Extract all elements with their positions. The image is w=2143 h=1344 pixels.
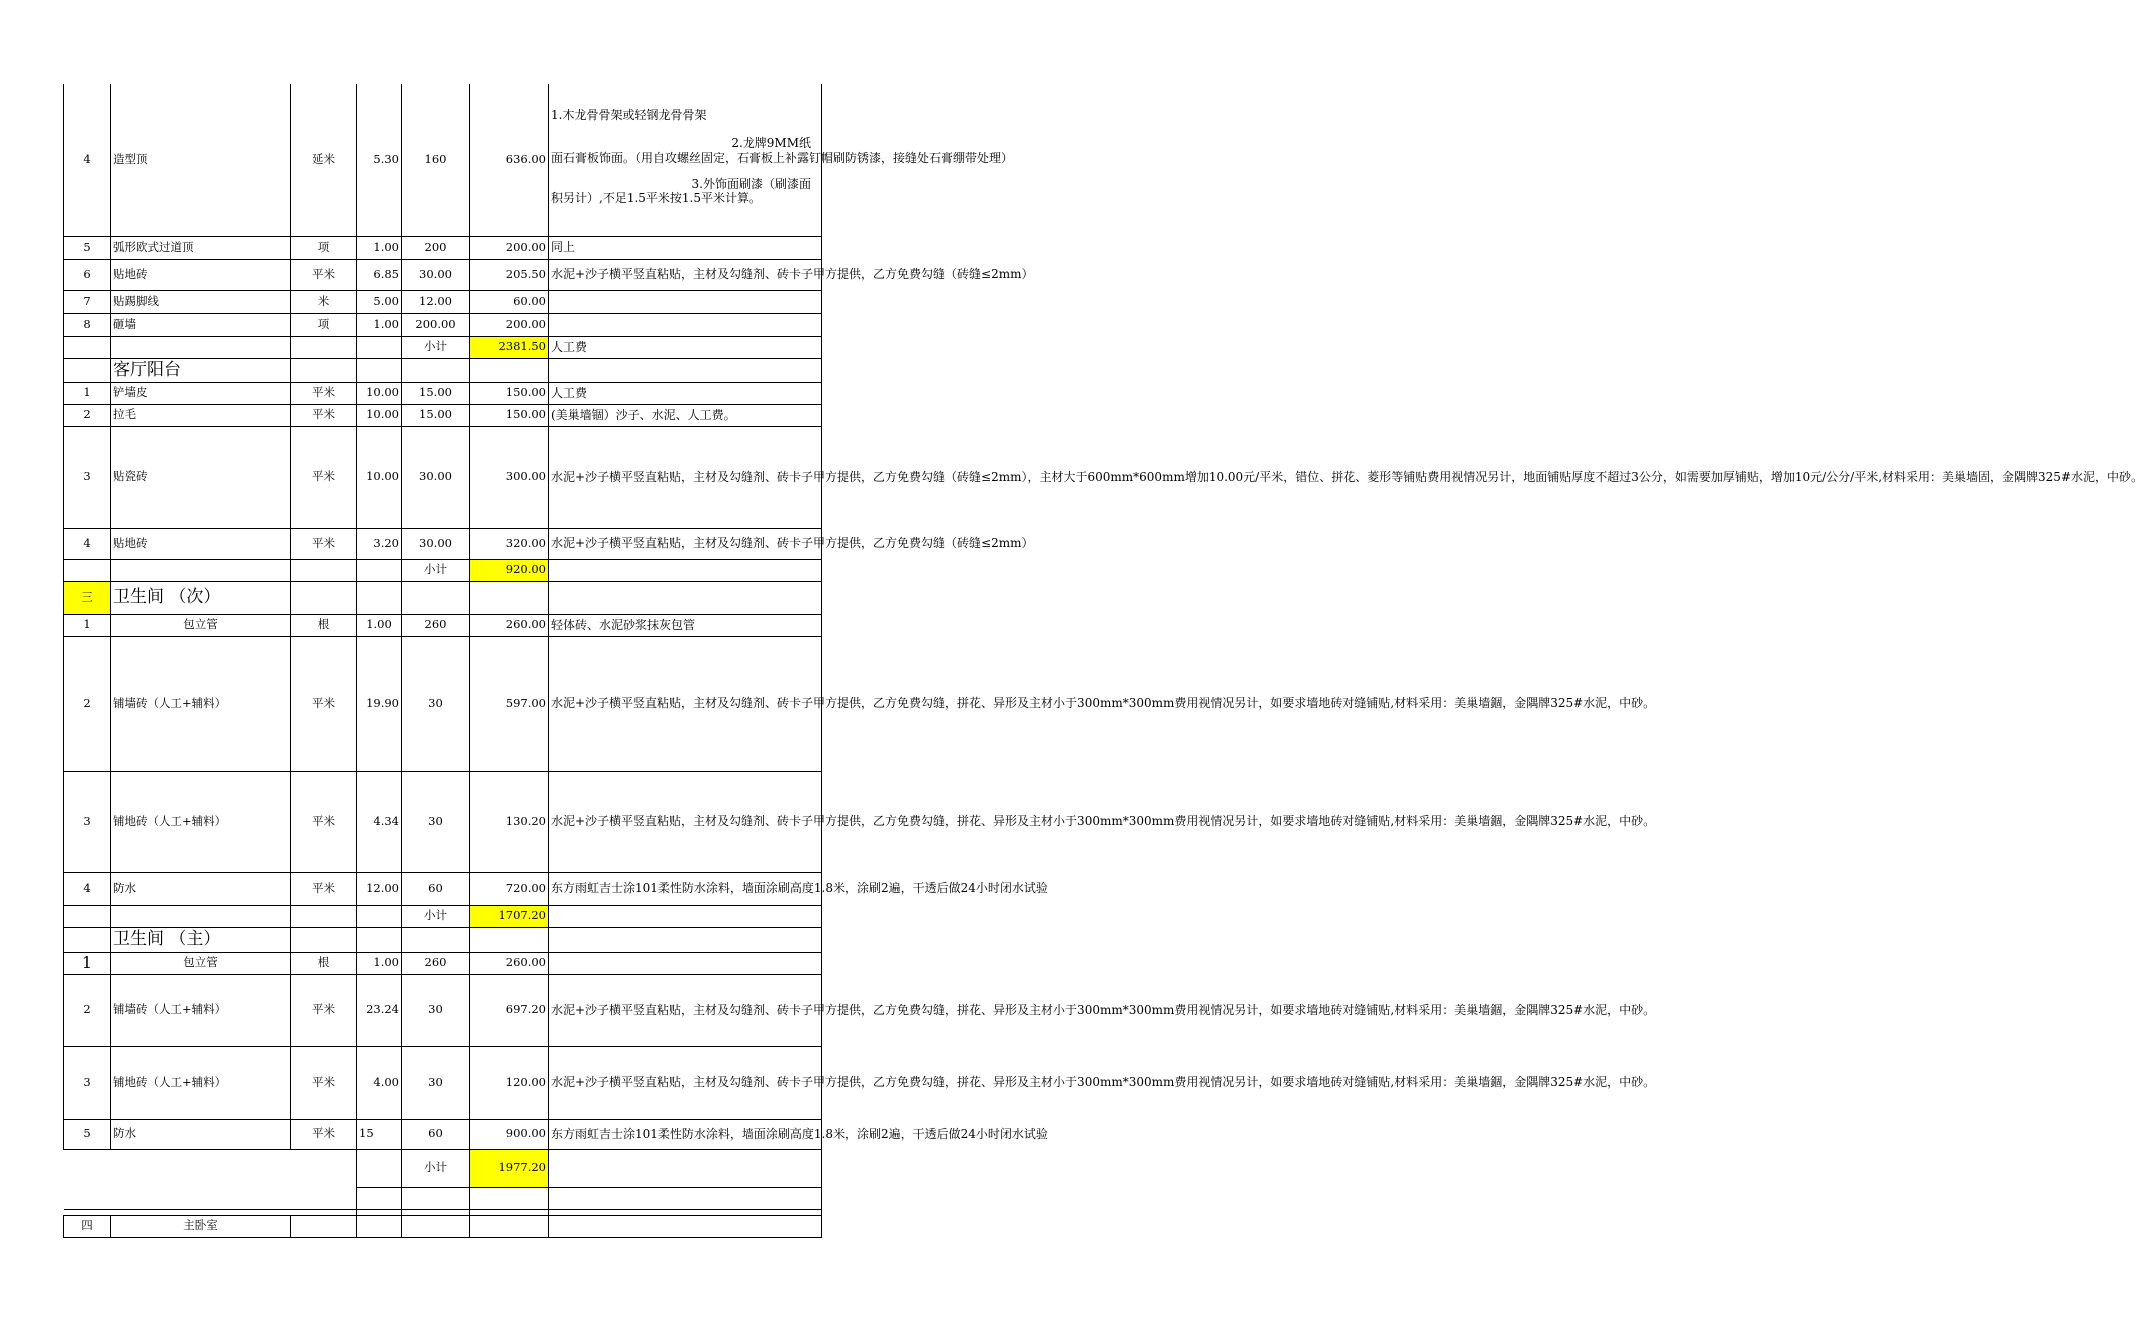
item-price: 260: [402, 614, 470, 636]
item-price: 15.00: [402, 404, 470, 426]
item-price: 260: [402, 952, 470, 974]
row-number: 3: [64, 1046, 111, 1119]
item-note: [549, 313, 822, 336]
item-price: 30: [402, 771, 470, 872]
row-number: 8: [64, 313, 111, 336]
item-note: [549, 84, 1014, 236]
row-number: 5: [64, 236, 111, 259]
section-index: 三: [64, 581, 111, 614]
item-name: 贴瓷砖: [111, 426, 291, 528]
item-unit: 平米: [291, 528, 357, 559]
quotation-table: [63, 84, 2143, 1238]
item-price: 30: [402, 974, 470, 1046]
subtotal-row: [64, 559, 822, 581]
item-unit: 延米: [291, 84, 357, 236]
item-name: 包立管: [111, 952, 291, 974]
item-name: 铺地砖（人工+辅料）: [111, 1046, 291, 1119]
item-note: 水泥+沙子横平竖直粘贴，主材及勾缝剂、砖卡子甲方提供，乙方免费勾缝，拼花、异形及主材小于300mm*300mm费用视情况另计，如要求墙地砖对缝铺贴,材料采用：美巢墙錮，金隅牌325#水泥，中砂。: [549, 636, 822, 771]
table-row: [64, 236, 822, 259]
item-name: 造型顶: [111, 84, 291, 236]
item-unit: 米: [291, 290, 357, 313]
table-row: [64, 1119, 822, 1149]
item-amount: 260.00: [470, 952, 549, 974]
subtotal-amount: 920.00: [470, 559, 549, 581]
item-unit: 平米: [291, 1119, 357, 1149]
item-amount: 260.00: [470, 614, 549, 636]
item-note: 同上: [549, 236, 822, 259]
subtotal-note: 人工费: [549, 336, 822, 358]
item-quantity: 1.00: [357, 952, 402, 974]
item-amount: 150.00: [470, 404, 549, 426]
item-name: 拉毛: [111, 404, 291, 426]
item-unit: 平米: [291, 974, 357, 1046]
item-quantity: 1.00: [357, 313, 402, 336]
section-header-row: [64, 581, 822, 614]
item-price: 30: [402, 636, 470, 771]
item-name: 防水: [111, 1119, 291, 1149]
section-title: 卫生间 （次）: [111, 581, 291, 614]
note-line: 1.木龙骨骨架或轻钢龙骨骨架: [551, 107, 707, 122]
item-name: 贴地砖: [111, 259, 291, 290]
table-row: [64, 614, 822, 636]
row-number: 3: [64, 426, 111, 528]
item-note: 水泥+沙子横平竖直粘贴，主材及勾缝剂、砖卡子甲方提供，乙方免费勾缝（砖缝≤2mm）: [549, 528, 822, 559]
item-price: 60: [402, 1119, 470, 1149]
item-amount: 60.00: [470, 290, 549, 313]
item-amount: 205.50: [470, 259, 549, 290]
item-price: 15.00: [402, 382, 470, 404]
item-unit: 平米: [291, 404, 357, 426]
subtotal-amount: 1977.20: [470, 1149, 549, 1187]
item-amount: 697.20: [470, 974, 549, 1046]
item-unit: 根: [291, 952, 357, 974]
table-row: [64, 84, 822, 236]
item-amount: 300.00: [470, 426, 549, 528]
subtotal-row: [64, 905, 822, 927]
item-note: [549, 952, 822, 974]
item-amount: 130.20: [470, 771, 549, 872]
table-row: [64, 872, 822, 905]
item-unit: 平米: [291, 1046, 357, 1119]
item-note: 东方雨虹吉士涂101柔性防水涂料，墙面涂刷高度1.8米，涂刷2遍，干透后做24小时闭水试验: [549, 1119, 822, 1149]
item-price: 160: [402, 84, 470, 236]
row-number: 1: [64, 952, 111, 974]
table-row: [64, 290, 822, 313]
table-row: [64, 952, 822, 974]
item-amount: 200.00: [470, 236, 549, 259]
item-quantity: 10.00: [357, 426, 402, 528]
item-price: 200: [402, 236, 470, 259]
item-amount: 720.00: [470, 872, 549, 905]
item-unit: 根: [291, 614, 357, 636]
table-row: [64, 404, 822, 426]
row-number: 2: [64, 974, 111, 1046]
row-number: 1: [64, 614, 111, 636]
table-row: [64, 313, 822, 336]
item-quantity: 1.00: [357, 614, 402, 636]
row-number: 4: [64, 872, 111, 905]
item-name: 贴地砖: [111, 528, 291, 559]
item-unit: 平米: [291, 771, 357, 872]
item-note: 水泥+沙子横平竖直粘贴，主材及勾缝剂、砖卡子甲方提供，乙方免费勾缝（砖缝≤2mm），主材大于600mm*600mm增加10.00元/平米，错位、拼花、菱形等铺贴费用视情况另计，地面铺贴厚度不超过3公分，如需要加厚铺贴，增加10元/公分/平米,材料采用：美巢墙固，金隅牌325#水泥，中砂。: [549, 426, 822, 528]
item-amount: 120.00: [470, 1046, 549, 1119]
item-quantity: 12.00: [357, 872, 402, 905]
item-quantity: 19.90: [357, 636, 402, 771]
subtotal-label: 小计: [402, 1149, 470, 1187]
section-header-row: [64, 358, 822, 382]
item-quantity: 4.34: [357, 771, 402, 872]
item-quantity: 5.00: [357, 290, 402, 313]
item-price: 60: [402, 872, 470, 905]
row-number: 5: [64, 1119, 111, 1149]
spacer-row: [64, 1187, 822, 1209]
note-line: 3.外饰面刷漆（刷漆面: [691, 176, 811, 191]
table-row: [64, 636, 822, 771]
item-name: 铺墙砖（人工+辅料）: [111, 636, 291, 771]
item-price: 30.00: [402, 426, 470, 528]
item-note: [549, 290, 822, 313]
item-note: (美巢墙锢）沙子、水泥、人工费。: [549, 404, 822, 426]
item-note: 水泥+沙子横平竖直粘贴，主材及勾缝剂、砖卡子甲方提供，乙方免费勾缝，拼花、异形及主材小于300mm*300mm费用视情况另计，如要求墙地砖对缝铺贴,材料采用：美巢墙錮，金隅牌325#水泥，中砂。: [549, 974, 822, 1046]
item-unit: 平米: [291, 872, 357, 905]
table-row: [64, 528, 822, 559]
item-name: 包立管: [111, 614, 291, 636]
item-note: 人工费: [549, 382, 822, 404]
item-amount: 320.00: [470, 528, 549, 559]
row-number: 3: [64, 771, 111, 872]
table-row: [64, 771, 822, 872]
item-unit: 平米: [291, 382, 357, 404]
subtotal-amount: 2381.50: [470, 336, 549, 358]
item-quantity: 4.00: [357, 1046, 402, 1119]
row-number: 4: [64, 84, 111, 236]
item-price: 12.00: [402, 290, 470, 313]
table-row: [64, 426, 822, 528]
subtotal-amount: 1707.20: [470, 905, 549, 927]
subtotal-label: 小计: [402, 559, 470, 581]
item-price: 30: [402, 1046, 470, 1119]
item-name: 铲墙皮: [111, 382, 291, 404]
section-header-row: [64, 1215, 822, 1237]
item-name: 铺墙砖（人工+辅料）: [111, 974, 291, 1046]
item-amount: 900.00: [470, 1119, 549, 1149]
item-name: 砸墙: [111, 313, 291, 336]
item-quantity: 3.20: [357, 528, 402, 559]
item-quantity: 1.00: [357, 236, 402, 259]
item-quantity: 15: [357, 1119, 402, 1149]
row-number: 2: [64, 636, 111, 771]
item-note: 水泥+沙子横平竖直粘贴，主材及勾缝剂、砖卡子甲方提供，乙方免费勾缝（砖缝≤2mm）: [549, 259, 822, 290]
item-unit: 平米: [291, 259, 357, 290]
item-price: 30.00: [402, 528, 470, 559]
item-name: 铺地砖（人工+辅料）: [111, 771, 291, 872]
section-title: 卫生间 （主）: [111, 927, 291, 952]
section-title: 客厅阳台: [111, 358, 291, 382]
note-line: 面石膏板饰面。（用自攻螺丝固定，石膏板上补露钉帽刷防锈漆，接缝处石膏绷带处理）: [551, 150, 1014, 165]
item-name: 贴踢脚线: [111, 290, 291, 313]
item-note: 水泥+沙子横平竖直粘贴，主材及勾缝剂、砖卡子甲方提供，乙方免费勾缝，拼花、异形及主材小于300mm*300mm费用视情况另计，如要求墙地砖对缝铺贴,材料采用：美巢墙錮，金隅牌325#水泥，中砂。: [549, 771, 822, 872]
row-number: 4: [64, 528, 111, 559]
note-line: 积另计）,不足1.5平米按1.5平米计算。: [551, 191, 761, 206]
item-note: 水泥+沙子横平竖直粘贴，主材及勾缝剂、砖卡子甲方提供，乙方免费勾缝，拼花、异形及主材小于300mm*300mm费用视情况另计，如要求墙地砖对缝铺贴,材料采用：美巢墙錮，金隅牌325#水泥，中砂。: [549, 1046, 822, 1119]
item-amount: 597.00: [470, 636, 549, 771]
table-row: [64, 382, 822, 404]
item-unit: 项: [291, 236, 357, 259]
item-name: 防水: [111, 872, 291, 905]
row-number: 1: [64, 382, 111, 404]
item-note: 轻体砖、水泥砂浆抹灰包管: [549, 614, 822, 636]
item-quantity: 6.85: [357, 259, 402, 290]
table-row: [64, 1046, 822, 1119]
item-unit: 项: [291, 313, 357, 336]
item-amount: 150.00: [470, 382, 549, 404]
subtotal-label: 小计: [402, 905, 470, 927]
row-number: 2: [64, 404, 111, 426]
item-name: 弧形欧式过道顶: [111, 236, 291, 259]
item-quantity: 10.00: [357, 404, 402, 426]
item-amount: 200.00: [470, 313, 549, 336]
item-price: 200.00: [402, 313, 470, 336]
table-row: [64, 259, 822, 290]
row-number: 7: [64, 290, 111, 313]
row-number: 6: [64, 259, 111, 290]
item-unit: 平米: [291, 426, 357, 528]
item-price: 30.00: [402, 259, 470, 290]
section-header-row: [64, 927, 822, 952]
item-quantity: 23.24: [357, 974, 402, 1046]
table-row: [64, 974, 822, 1046]
item-quantity: 10.00: [357, 382, 402, 404]
subtotal-row: [64, 1149, 822, 1187]
note-line: 2.龙牌9MM纸: [731, 136, 811, 151]
item-amount: 636.00: [470, 84, 549, 236]
section-index: 四: [64, 1215, 111, 1237]
item-quantity: 5.30: [357, 84, 402, 236]
subtotal-row: [64, 336, 822, 358]
item-note: 东方雨虹吉士涂101柔性防水涂料，墙面涂刷高度1.8米，涂刷2遍，干透后做24小时闭水试验: [549, 872, 822, 905]
item-unit: 平米: [291, 636, 357, 771]
section-title: 主卧室: [111, 1215, 291, 1237]
subtotal-label: 小计: [402, 336, 470, 358]
